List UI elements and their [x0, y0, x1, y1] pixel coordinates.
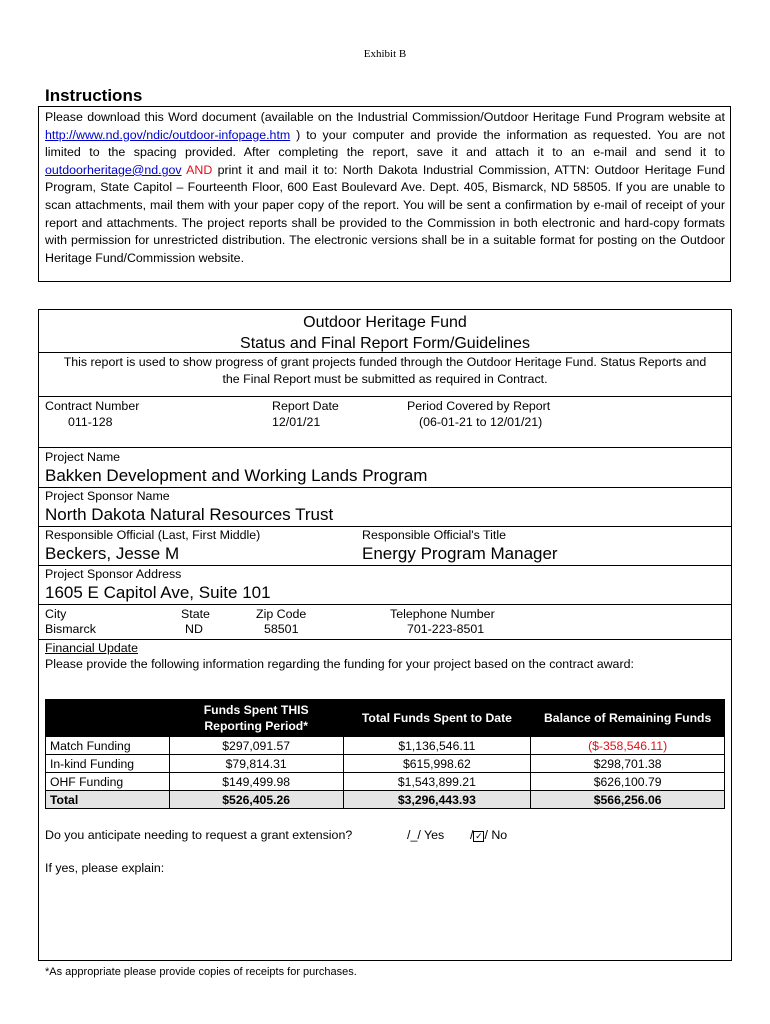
funds-to-date: $1,136,546.11 — [343, 737, 531, 755]
form-title — [38, 312, 732, 354]
report-date-value: 12/01/21 — [272, 415, 321, 429]
total-label: Total — [46, 791, 170, 809]
form-title-line1: Outdoor Heritage Fund — [303, 314, 467, 331]
divider — [38, 526, 732, 527]
contract-number-value: 011-128 — [68, 415, 113, 429]
financial-update-heading: Financial Update — [45, 641, 138, 655]
table-header-cell: Funds Spent THIS Reporting Period* — [169, 700, 343, 737]
zip-value: 58501 — [264, 622, 299, 636]
contract-number-label: Contract Number — [45, 399, 140, 413]
program-website-link[interactable]: http://www.nd.gov/ndic/outdoor-infopage.htm — [45, 127, 291, 142]
row-label: In-kind Funding — [46, 755, 170, 773]
footnote: *As appropriate please provide copies of receipts for purchases. — [45, 966, 357, 978]
extension-question: Do you anticipate needing to request a grant extension? — [45, 828, 353, 842]
address-value: 1605 E Capitol Ave, Suite 101 — [45, 583, 271, 602]
funds-table — [45, 699, 725, 809]
instructions-text-part3: print it and mail it to: North Dakota Industrial Commission, ATTN: Outdoor Heritage Fund Program, State Capitol – Fourteenth Floor, 600 East Boulevard Ave. Dept. 405, Bismarck, ND 58505. If you are unable to scan attachments, mail them with your paper copy of the report. You will be sent a confirmation by e-mail of receipt of your report and attachments. The project reports shall be provided to the Commission in both electronic and hard-copy formats with permission for unrestricted distribution. The electronic versions shall be in a suitable format for posting on the Outdoor Heritage Fund/Commission website. — [45, 162, 725, 265]
no-label: / No — [484, 828, 508, 842]
extension-yes-option[interactable]: /_/ Yes — [407, 828, 445, 842]
table-header-cell — [46, 700, 170, 737]
instructions-text — [45, 109, 725, 267]
explain-label: If yes, please explain: — [45, 861, 165, 875]
official-value: Beckers, Jesse M — [45, 544, 180, 563]
divider — [38, 447, 732, 448]
balance-remaining: ($-358,546.11) — [531, 737, 725, 755]
balance-remaining: $626,100.79 — [531, 773, 725, 791]
row-label: Match Funding — [46, 737, 170, 755]
city-value: Bismarck — [45, 622, 96, 636]
period-covered-label: Period Covered by Report — [407, 399, 551, 413]
official-label: Responsible Official (Last, First Middle) — [45, 528, 261, 542]
table-row — [46, 755, 725, 773]
table-row — [46, 773, 725, 791]
no-prefix: / — [470, 828, 474, 842]
email-link[interactable]: outdoorheritage@nd.gov — [45, 162, 182, 177]
sponsor-name-value: North Dakota Natural Resources Trust — [45, 505, 334, 524]
table-header-cell: Balance of Remaining Funds — [531, 700, 725, 737]
total-balance: $566,256.06 — [531, 791, 725, 809]
exhibit-label: Exhibit B — [363, 48, 407, 60]
official-title-label: Responsible Official's Title — [362, 528, 507, 542]
divider — [38, 639, 732, 640]
phone-label: Telephone Number — [390, 607, 495, 621]
instructions-text-part1: Please download this Word document (available on the Industrial Commission/Outdoor Heritage Fund Program website at — [45, 110, 725, 124]
extension-no-option[interactable] — [470, 828, 507, 842]
table-header-row — [46, 700, 725, 737]
form-description: This report is used to show progress of grant projects funded through the Outdoor Heritage Fund. Status Reports and the Final Report must be submitted as required in Contract. — [63, 355, 707, 386]
city-label: City — [45, 607, 67, 621]
total-to-date: $3,296,443.93 — [343, 791, 531, 809]
divider — [38, 604, 732, 605]
table-header-cell: Total Funds Spent to Date — [343, 700, 531, 737]
financial-instructions: Please provide the following information regarding the funding for your project based on the contract award: — [45, 657, 634, 671]
zip-label: Zip Code — [256, 607, 307, 621]
project-name-label: Project Name — [45, 450, 121, 464]
divider — [38, 396, 732, 397]
funds-to-date: $615,998.62 — [343, 755, 531, 773]
table-total-row — [46, 791, 725, 809]
instructions-text-part2: ) to your computer and provide the information as requested. You are not limited to the spacing provided. After completing the report, save it and attach it to an e-mail and send it to — [45, 127, 725, 160]
table-row — [46, 737, 725, 755]
divider — [38, 565, 732, 566]
report-date-label: Report Date — [272, 399, 339, 413]
checkmark-icon[interactable]: ✓ — [475, 831, 483, 841]
total-this-period: $526,405.26 — [169, 791, 343, 809]
funds-to-date: $1,543,899.21 — [343, 773, 531, 791]
project-name-value: Bakken Development and Working Lands Program — [45, 466, 428, 485]
balance-remaining: $298,701.38 — [531, 755, 725, 773]
instructions-heading: Instructions — [45, 86, 143, 105]
sponsor-name-label: Project Sponsor Name — [45, 489, 170, 503]
funds-this-period: $149,499.98 — [169, 773, 343, 791]
form-title-line2: Status and Final Report Form/Guidelines — [240, 335, 530, 352]
divider — [38, 487, 732, 488]
row-label: OHF Funding — [46, 773, 170, 791]
and-emphasis: AND — [181, 162, 213, 177]
funds-this-period: $79,814.31 — [169, 755, 343, 773]
official-title-value: Energy Program Manager — [362, 544, 558, 563]
state-label: State — [181, 607, 210, 621]
phone-value: 701-223-8501 — [407, 622, 485, 636]
funds-this-period: $297,091.57 — [169, 737, 343, 755]
address-label: Project Sponsor Address — [45, 567, 182, 581]
state-value: ND — [185, 622, 203, 636]
period-covered-value: (06-01-21 to 12/01/21) — [419, 415, 543, 429]
